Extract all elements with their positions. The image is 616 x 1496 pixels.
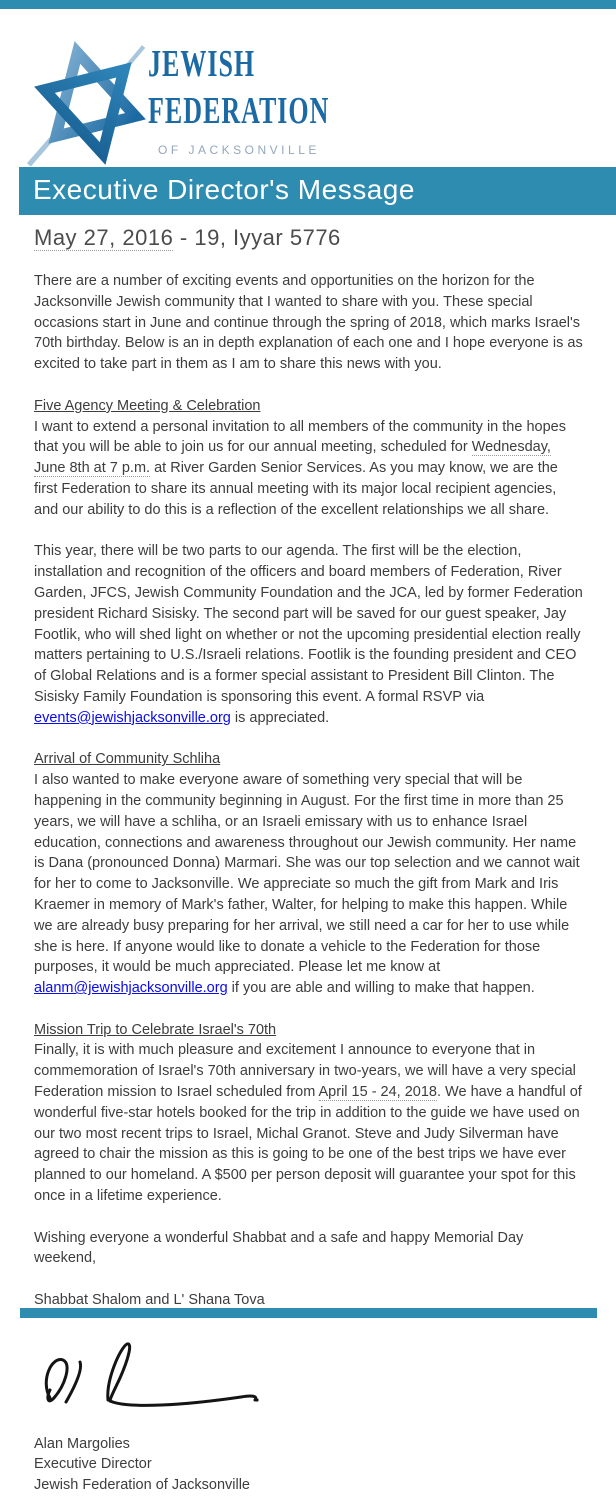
footer-accent-bar [20, 1308, 597, 1318]
handwritten-signature [36, 1332, 583, 1428]
sender-title: Executive Director [34, 1456, 152, 1473]
sender-name: Alan Margolies [34, 1435, 130, 1452]
section-heading-mission-trip: Mission Trip to Celebrate Israel's 70th [34, 1021, 277, 1038]
events-email-link[interactable]: events@jewishjacksonville.org [34, 709, 231, 726]
sender-org: Jewish Federation of Jacksonville [34, 1477, 250, 1494]
federation-logo [0, 9, 616, 167]
five-agency-paragraph-2: This year, there will be two parts to our agenda. The first will be the election, installation and recognition of the officers and board members of Federation, River Garden, JFCS, Jewish Community Foundation and the JCA, led by former Federation president Richard Sisisky. The second part will be saved for our guest speaker, Jay Footlik, who will shed light on whether or not the upcoming presidential election really matters pertaining to U.S./Israeli relations. Footlik is the founding president and CEO of Global Relations and is a former special assistant to President Bill Clinton. The Sisisky Family Foundation is sponsoring this event. A formal RSVP via events@jewishjacksonville.org is appreciated. [34, 543, 583, 726]
five-agency-paragraph-1: I want to extend a personal invitation to all members of the community in the hopes that you will be able to join us for our annual meeting, scheduled for Wednesday, June 8th at 7 p.m. at River Garden Senior Services. As you may know, we are the first Federation to share its annual meeting with its major local recipient agencies, and our ability to do this is a reflection of the excellent relationships we all share. [34, 418, 566, 518]
section-heading-five-agency: Five Agency Meeting & Celebration [34, 397, 261, 414]
mission-trip-paragraph: Finally, it is with much pleasure and excitement I announce to everyone that in commemoration of Israel's 70th anniversary in two-years, we will have a very special Federation mission to Israel scheduled from April 15 - 24, 2018. We have a handful of wonderful five-star hotels booked for the trip in addition to the guide we have used on our two most recent trips to Israel, Michal Granot. Steve and Judy Silverman have agreed to chair the mission as this is going to be one of the best trips we have ever planned to our homeland. A $500 per person deposit will guarantee your spot for this once in a lifetime experience. [34, 1042, 582, 1205]
intro-paragraph: There are a number of exciting events and opportunities on the horizon for the Jacksonville Jewish community that I wanted to share with you. These special occasions start in June and continue through the spring of 2018, which marks Israel's 70th birthday. Below is an in depth explanation of each one and I hope everyone is as excited to take part in them as I am to share this news with you. [34, 273, 583, 373]
closing-wish: Wishing everyone a wonderful Shabbat and a safe and happy Memorial Day weekend, [34, 1229, 524, 1267]
logo-line-jewish: JEWISH [148, 42, 256, 85]
logo-wordmark [148, 39, 329, 157]
date-heading-date: May 27, 2016 [34, 225, 174, 250]
header-accent-bar [0, 0, 616, 9]
date-heading-hebrew-date: - 19, Iyyar 5776 [173, 225, 341, 250]
closing-shalom: Shabbat Shalom and L' Shana Tova [34, 1292, 265, 1309]
page-title: Executive Director's Message [33, 173, 415, 205]
logo-line-federation: FEDERATION [148, 89, 330, 132]
detected-date: April 15 - 24, 2018 [318, 1084, 437, 1101]
logo-line-of-jacksonville: OF JACKSONVILLE [158, 143, 320, 157]
star-of-david-icon [26, 39, 154, 167]
title-banner [19, 167, 616, 215]
schliha-paragraph: I also wanted to make everyone aware of something very special that will be happening in the community beginning in August. For the first time in more than 25 years, we will have a schliha, or an Israeli emissary with us to enhance Israel education, connections and awareness throughout our Jewish community. Her name is Dana (pronounced Donna) Marmari. She was our top selection and we cannot wait for her to come to Jacksonville. We appreciate so much the gift from Mark and Iris Kraemer in memory of Mark's father, Walter, for helping to make this happen. While we are already busy preparing for her arrival, we still need a car for her to use while she is here. If anyone would like to donate a vehicle to the Federation for those purposes, it would be much appreciated. Please let me know at alanm@jewishjacksonville.org if you are able and willing to make that happen. [34, 772, 580, 997]
date-heading [34, 225, 616, 251]
alanm-email-link[interactable]: alanm@jewishjacksonville.org [34, 980, 228, 997]
section-heading-schliha: Arrival of Community Schliha [34, 751, 221, 768]
sender-block [34, 1434, 583, 1496]
detected-date: Wednesday, June 8th at 7 p.m. [34, 439, 551, 477]
